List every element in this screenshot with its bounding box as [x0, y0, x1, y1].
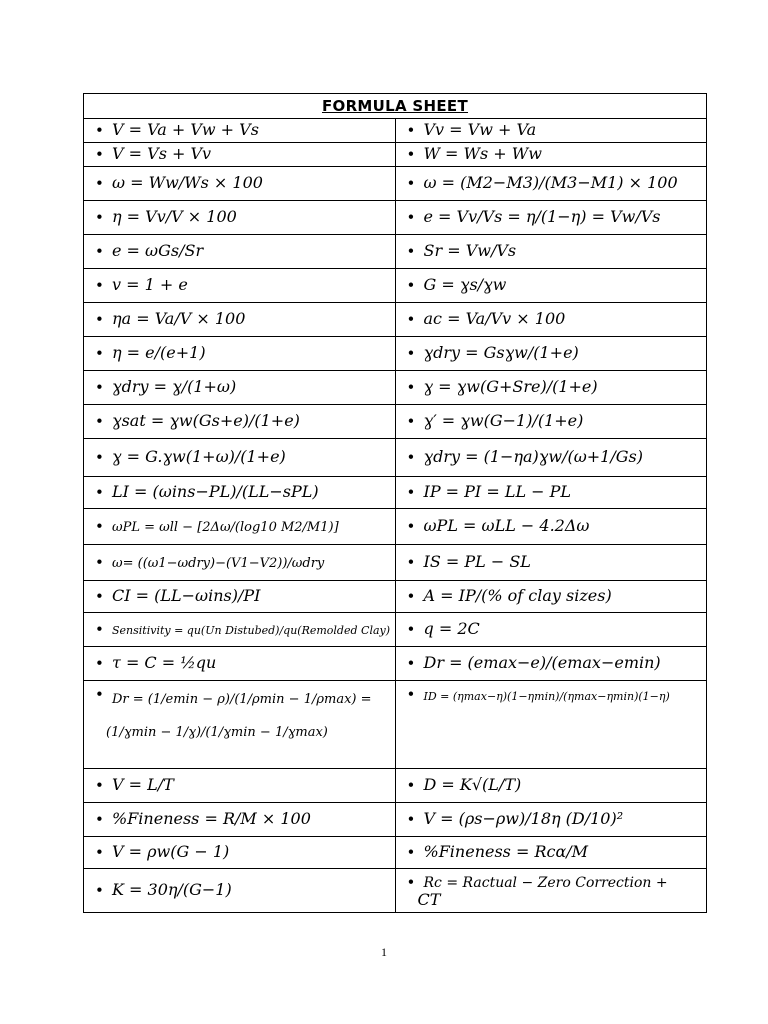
- formula-row: [84, 405, 707, 439]
- formula-row: [84, 167, 707, 201]
- formula-row: [84, 235, 707, 269]
- formula-left: • V = Va + Vw + Vs: [84, 119, 396, 143]
- formula-sheet-title: FORMULA SHEET: [84, 94, 707, 119]
- formula-row: [84, 581, 707, 613]
- formula-right: • ac = Va/Vv × 100: [395, 303, 707, 337]
- formula-right: • Vv = Vw + Va: [395, 119, 707, 143]
- title-row: [84, 94, 707, 119]
- formula-left: • ɣdry = ɣ/(1+ω): [84, 371, 396, 405]
- formula-row: [84, 681, 707, 769]
- formula-right: • IS = PL − SL: [395, 545, 707, 581]
- formula-left: • e = ωGs/Sr: [84, 235, 396, 269]
- formula-left: • η = e/(e+1): [84, 337, 396, 371]
- formula-left: • ωPL = ωll − [2Δω/(log10 M2/M1)]: [84, 509, 396, 545]
- formula-right: • e = Vv/Vs = η/(1−η) = Vw/Vs: [395, 201, 707, 235]
- formula-right: • ω = (M2−M3)/(M3−M1) × 100: [395, 167, 707, 201]
- formula-row: [84, 201, 707, 235]
- formula-row: [84, 337, 707, 371]
- formula-left: • τ = C = ½qu: [84, 647, 396, 681]
- formula-right: • Rc = Ractual − Zero Correction + CT: [395, 869, 707, 913]
- formula-right: • Sr = Vw/Vs: [395, 235, 707, 269]
- formula-row: [84, 869, 707, 913]
- formula-left: • V = L/T: [84, 769, 396, 803]
- formula-row: [84, 647, 707, 681]
- formula-left: • V = ρw(G − 1): [84, 837, 396, 869]
- formula-left: • K = 30η/(G−1): [84, 869, 396, 913]
- formula-right: • ID = (ηmax−η)(1−ηmin)/(ηmax−ηmin)(1−η): [395, 681, 707, 769]
- formula-left: • ω = Ww/Ws × 100: [84, 167, 396, 201]
- formula-sheet-table: [83, 93, 707, 913]
- formula-right: • G = ɣs/ɣw: [395, 269, 707, 303]
- formula-left: • v = 1 + e: [84, 269, 396, 303]
- formula-right: • W = Ws + Ww: [395, 143, 707, 167]
- formula-left: • %Fineness = R/M × 100: [84, 803, 396, 837]
- formula-left: • Sensitivity = qu(Un Distubed)/qu(Remolded Clay): [84, 613, 396, 647]
- formula-left: • ηa = Va/V × 100: [84, 303, 396, 337]
- formula-left: • LI = (ωins−PL)/(LL−sPL): [84, 477, 396, 509]
- formula-row: [84, 143, 707, 167]
- formula-row: [84, 371, 707, 405]
- formula-row: [84, 439, 707, 477]
- formula-row: [84, 837, 707, 869]
- formula-right: • V = (ρs−ρw)/18η (D/10)²: [395, 803, 707, 837]
- formula-left: • ɣ = G.ɣw(1+ω)/(1+e): [84, 439, 396, 477]
- formula-row: [84, 613, 707, 647]
- formula-right: • Dr = (emax−e)/(emax−emin): [395, 647, 707, 681]
- formula-row: [84, 803, 707, 837]
- formula-row: [84, 119, 707, 143]
- formula-left: • V = Vs + Vv: [84, 143, 396, 167]
- formula-right: • ɣdry = (1−ηa)ɣw/(ω+1/Gs): [395, 439, 707, 477]
- formula-row: [84, 303, 707, 337]
- formula-left: • ω= ((ω1−ωdry)−(V1−V2))/ωdry: [84, 545, 396, 581]
- formula-right: • A = IP/(% of clay sizes): [395, 581, 707, 613]
- formula-row: [84, 477, 707, 509]
- formula-right: • D = K√(L/T): [395, 769, 707, 803]
- formula-left: • Dr = (1/emin − ρ)/(1/ρmin − 1/ρmax) = (1/ɣmin − 1/ɣ)/(1/ɣmin − 1/ɣmax): [84, 681, 396, 769]
- formula-left: • η = Vv/V × 100: [84, 201, 396, 235]
- formula-row: [84, 269, 707, 303]
- formula-row: [84, 769, 707, 803]
- formula-row: [84, 545, 707, 581]
- formula-left: • CI = (LL−ωins)/PI: [84, 581, 396, 613]
- formula-right: • %Fineness = Rcα/M: [395, 837, 707, 869]
- formula-right: • ωPL = ωLL − 4.2Δω: [395, 509, 707, 545]
- formula-right: • ɣ′ = ɣw(G−1)/(1+e): [395, 405, 707, 439]
- formula-right: • IP = PI = LL − PL: [395, 477, 707, 509]
- page-number: 1: [381, 945, 387, 959]
- formula-left: • ɣsat = ɣw(Gs+e)/(1+e): [84, 405, 396, 439]
- formula-right: • ɣ = ɣw(G+Sre)/(1+e): [395, 371, 707, 405]
- formula-right: • q = 2C: [395, 613, 707, 647]
- formula-row: [84, 509, 707, 545]
- formula-right: • ɣdry = Gsɣw/(1+e): [395, 337, 707, 371]
